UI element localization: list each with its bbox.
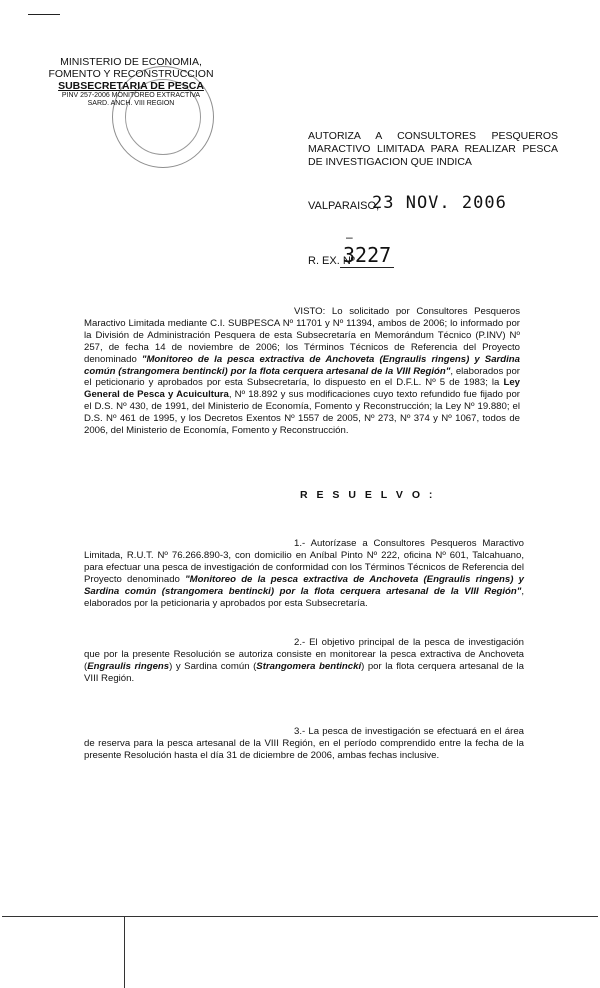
ministry-line-1: MINISTERIO DE ECONOMIA, — [60, 56, 202, 68]
dash-mark: – — [346, 230, 353, 244]
resolution-subject: AUTORIZA A CONSULTORES PESQUEROS MARACTIVO LIMITADA PARA REALIZAR PESCA DE INVESTIGACION QUE INDICA — [308, 130, 558, 168]
item-3-section — [84, 726, 524, 762]
visto-section — [84, 306, 520, 437]
footer-horizontal-rule — [2, 916, 598, 917]
place-label: VALPARAISO, — [308, 200, 380, 212]
item-3-paragraph — [84, 726, 524, 762]
item-2-paragraph — [84, 637, 524, 685]
subsecretaria-line: SUBSECRETARIA DE PESCA — [58, 80, 204, 92]
item-2-species-2: Strangomera bentincki — [256, 660, 362, 672]
item-1-text-1: Autorízase a Consultores Pesqueros Maractivo Limitada, R.U.T. Nº 76.266.890-3, con domicilio en Aníbal Pinto Nº 222, oficina Nº 601, Talcahuano, para efectuar una pesca de investigación de conformidad con los Términos Técnicos de Referencia del Proyecto denominado — [84, 538, 524, 585]
item-2-number: 2.- — [294, 637, 306, 648]
visto-text-1: Lo solicitado por Consultores Pesqueros Maractivo Limitada mediante C.I. SUBPESCA Nº 11701 y Nº 11394, ambos de 2006; lo informado por la División de Administración Pesquera de esta Subsecretaría en Memorándum Técnico (P.INV) Nº 257, de fecha 14 de noviembre de 2006; los Términos Técnicos de Referencia del Proyecto denominado — [84, 306, 520, 365]
reference-line-1: PINV 257-2006 MONITOREO EXTRACTIVA — [61, 92, 201, 99]
item-2-text-3: ) por la flota cerquera artesanal de la VIII Región. — [84, 660, 524, 684]
item-2-text-1: El objetivo principal de la pesca de investigación que por la presente Resolución se autoriza consiste en monitorear la pesca extractiva de Anchoveta ( — [84, 637, 524, 672]
footer-vertical-rule — [124, 916, 125, 988]
visto-paragraph — [84, 306, 520, 437]
item-2-text-2: ) y Sardina común ( — [169, 660, 257, 672]
ministry-letterhead — [36, 56, 226, 108]
ministry-line-2: FOMENTO Y RECONSTRUCCION — [48, 68, 214, 80]
visto-project-title: "Monitoreo de la pesca extractiva de Anchoveta (Engraulis ringens) y Sardina común (strangomera bentincki) por la flota cerquera artesanal de la VIII Región" — [84, 353, 520, 377]
resolution-date: 23 NOV. 2006 — [372, 193, 507, 213]
item-1-text-2: , elaborados por la peticionaria y aprobados por esta Subsecretaría. — [84, 585, 524, 609]
visto-text-2: , elaborados por el peticionario y aprobados por esta Subsecretaría, lo dispuesto en el D.F.L. Nº 5 de 1983; la — [84, 365, 520, 389]
resuelvo-heading: R E S U E L V O : — [300, 489, 436, 501]
item-2-section — [84, 637, 524, 685]
visto-law-name: Ley General de Pesca y Acuicultura — [84, 377, 520, 401]
resolution-number-label: R. EX. Nº — [308, 255, 355, 267]
item-1-project-title: "Monitoreo de la pesca extractiva de Anchoveta (Engraulis ringens) y Sardina común (strangomera bentincki) por la flota cerquera artesanal de la VIII Región" — [84, 573, 524, 597]
reference-line-2: SARD. ANCH. VIII REGION — [87, 100, 175, 107]
visto-text-3: , Nº 18.892 y sus modificaciones cuyo texto refundido fue fijado por el D.S. Nº 430, de 1991, del Ministerio de Economía, Fomento y Reconstrucción; la Ley Nº 19.880; el D.S. Nº 461 de 1995, y los Decretos Exentos Nº 1557 de 2005, Nº 273, Nº 374 y Nº 1067, todos de 2006, del Ministerio de Economía, Fomento y Reconstrucción. — [84, 389, 520, 437]
top-corner-rule — [28, 14, 60, 15]
item-3-number: 3.- — [294, 726, 306, 737]
item-1-paragraph — [84, 538, 524, 609]
visto-intro: VISTO: — [294, 306, 326, 317]
item-1-section — [84, 538, 524, 609]
item-3-text-1: La pesca de investigación se efectuará en el área de reserva para la pesca artesanal de la VIII Región, en el período comprendido entre la fecha de la presente Resolución hasta el día 31 de diciembre de 2006, ambas fechas inclusive. — [84, 726, 524, 761]
item-2-species-1: Engraulis ringens — [87, 660, 170, 672]
resolution-number: 3227 — [340, 243, 394, 268]
item-1-number: 1.- — [294, 538, 306, 549]
